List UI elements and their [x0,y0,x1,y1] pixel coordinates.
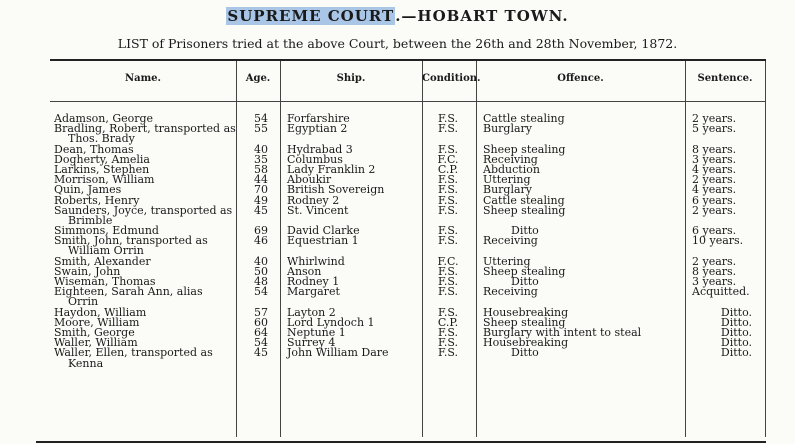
prisoner-ship: Rodney 1 [287,275,340,289]
prisoner-condition: F.S. [437,142,459,156]
prisoner-sentence: Ditto. [720,346,752,360]
prisoner-name-text: Simmons, Edmund [54,224,159,238]
prisoner-age: 54 [254,112,268,125]
prisoner-sentence: Ditto. [720,326,752,339]
prisoner-name [54,203,240,227]
prisoner-sentence: 2 years. [692,173,737,187]
prisoner-condition: F.S. [437,305,459,319]
prisoner-name-text: Swain, John [54,264,121,278]
prisoner-sentence: 8 years. [692,264,737,278]
table-row [50,236,766,256]
header-offence: Offence. [557,73,604,84]
header-sentence: Sentence. [697,73,753,84]
prisoner-offence: Receiving [483,152,538,166]
prisoner-sentence: 3 years. [692,275,737,289]
prisoner-condition: F.S. [437,285,459,299]
prisoner-ship: Egyptian 2 [287,122,348,136]
prisoner-sentence: Acquitted. [692,285,750,299]
prisoner-sentence: 2 years. [692,112,737,125]
prisoner-age: 69 [254,224,268,238]
prisoner-offence: Burglary with intent to steal [483,326,642,339]
prisoner-sentence: Ditto. [720,315,752,329]
prisoner-sentence: 6 years. [692,224,737,238]
title-highlighted: SUPREME COURT [227,7,395,25]
prisoner-age: 35 [254,152,268,166]
table-row [50,254,766,268]
prisoner-name-text: Smith, Alexander [54,254,151,268]
prisoner-ship: David Clarke [287,224,360,238]
page-subtitle: LIST of Prisoners tried at the above Court, between the 26th and 28th November, 1872. [117,36,678,51]
prisoner-ship: Lord Lyndoch 1 [287,315,375,329]
prisoner-name-text: Haydon, William [54,305,147,319]
table-row [50,124,766,144]
prisoners-table [50,59,766,437]
prisoner-name-text: Dean, Thomas [54,142,134,156]
prisoner-ship: Anson [287,264,322,278]
prisoner-name-text: Eighteen, Sarah Ann, alias [54,285,203,299]
prisoner-age: 40 [254,254,268,268]
prisoner-sentence: 2 years. [692,254,737,268]
prisoner-age: 54 [254,285,268,299]
prisoner-condition: F.S. [437,275,459,289]
prisoner-ship: Columbus [287,152,343,166]
prisoner-name-text: Moore, William [54,315,140,329]
prisoner-condition: F.S. [437,326,459,339]
table-row [50,264,766,278]
prisoner-ship: Layton 2 [287,305,336,319]
prisoner-condition: F.S. [437,122,459,136]
prisoner-sentence: Ditto. [720,336,752,350]
table-row [50,305,766,319]
prisoner-condition: C.P. [437,315,459,329]
table-row [50,328,766,338]
prisoner-condition: F.S. [437,173,459,187]
header-ship: Ship. [336,73,366,84]
prisoner-offence: Housebreaking [483,305,569,319]
prisoner-offence: Ditto [511,224,539,238]
header-age: Age. [245,73,271,84]
prisoner-name-text: Morrison, William [54,173,155,187]
prisoner-ship: Lady Franklin 2 [287,162,376,176]
prisoner-name-text: Larkins, Stephen [54,162,150,176]
prisoner-name-text: Quin, James [54,183,122,197]
prisoner-sentence: 8 years. [692,142,737,156]
prisoner-condition: F.C. [437,152,459,166]
prisoner-condition: F.S. [437,234,459,248]
prisoner-offence: Burglary [483,183,533,197]
prisoner-name-text: Saunders, Joyce, transported as [54,203,233,217]
prisoner-offence: Uttering [483,254,531,268]
prisoner-ship: Margaret [287,285,340,299]
table-row [50,315,766,329]
prisoner-name-continued: Brimble [68,213,113,227]
prisoner-age: 57 [254,305,268,319]
prisoner-ship: Surrey 4 [287,336,336,350]
prisoner-condition: F.S. [437,224,459,238]
prisoner-name-text: Smith, John, transported as [54,234,208,248]
prisoner-name-text: Wiseman, Thomas [54,275,156,289]
prisoner-age: 45 [254,203,268,217]
prisoner-offence: Uttering [483,173,531,187]
prisoner-ship: Equestrian 1 [287,234,359,248]
prisoner-age: 44 [254,173,268,187]
prisoner-ship: British Sovereign [287,183,385,197]
prisoner-age: 49 [254,193,268,207]
prisoner-ship: Hydrabad 3 [287,142,353,156]
prisoner-offence: Sheep stealing [483,315,566,329]
prisoner-age: 50 [254,264,268,278]
prisoner-sentence: 6 years. [692,193,737,207]
prisoner-name-text: Dogherty, Amelia [54,152,150,166]
prisoner-offence: Ditto [511,346,539,360]
prisoner-sentence: 3 years. [692,152,737,166]
page-title [0,7,795,25]
prisoner-offence: Abduction [483,162,540,176]
prisoner-age: 70 [254,183,268,197]
prisoner-name [54,287,240,307]
prisoner-condition: F.S. [437,203,459,217]
prisoner-age: 46 [254,234,268,248]
prisoner-offence: Cattle stealing [483,193,565,207]
prisoner-ship: John William Dare [287,346,389,360]
prisoner-sentence: 2 years. [692,203,737,217]
prisoner-name-text: Smith, George [54,326,135,339]
prisoner-sentence: Ditto. [720,305,752,319]
prisoner-name [54,236,240,256]
table-body [50,114,766,369]
prisoner-age: 45 [254,346,268,360]
prisoner-name-continued: Kenna [68,356,104,370]
header-name: Name. [124,73,162,84]
prisoner-name-continued: William Orrin [68,244,144,258]
prisoner-condition: F.S. [437,264,459,278]
prisoner-offence: Ditto [511,275,539,289]
prisoner-offence: Burglary [483,122,533,136]
prisoner-condition: F.C. [437,254,459,268]
prisoner-name-text: Adamson, George [54,112,154,125]
prisoner-age: 48 [254,275,268,289]
prisoner-ship: Aboukir [287,173,332,187]
prisoner-ship: Rodney 2 [287,193,340,207]
table-row [50,348,766,368]
title-rest: .—HOBART TOWN. [395,7,569,25]
prisoner-condition: F.S. [437,346,459,360]
prisoner-condition: F.S. [437,193,459,207]
prisoner-sentence: 4 years. [692,183,737,197]
prisoner-name-continued: Orrin [68,295,99,309]
prisoner-condition: F.S. [437,183,459,197]
prisoner-sentence: 5 years. [692,122,737,136]
prisoner-condition: F.S. [437,336,459,350]
prisoner-condition: C.P. [437,162,459,176]
prisoner-ship: Forfarshire [287,112,350,125]
prisoner-offence: Sheep stealing [483,203,566,217]
prisoner-name-text: Waller, William [54,336,138,350]
prisoner-name [54,348,240,368]
prisoner-offence: Receiving [483,234,538,248]
header-divider [50,101,766,102]
prisoner-age: 55 [254,122,268,136]
table-row [50,203,766,227]
prisoner-ship: St. Vincent [287,203,349,217]
table-row [50,287,766,307]
prisoner-name [54,124,240,144]
prisoner-offence: Sheep stealing [483,142,566,156]
prisoner-offence: Housebreaking [483,336,569,350]
prisoner-age: 58 [254,162,268,176]
bottom-rule [36,441,766,443]
prisoner-condition: F.S. [437,112,459,125]
prisoner-age: 54 [254,336,268,350]
prisoner-age: 60 [254,315,268,329]
prisoner-sentence: 10 years. [692,234,744,248]
table-row [50,175,766,185]
header-condition: Condition. [422,73,481,84]
prisoner-ship: Neptune 1 [287,326,346,339]
prisoner-name-text: Waller, Ellen, transported as [54,346,213,360]
prisoner-offence: Cattle stealing [483,112,565,125]
prisoner-offence: Receiving [483,285,538,299]
prisoner-offence: Sheep stealing [483,264,566,278]
prisoner-name-text: Roberts, Henry [54,193,140,207]
prisoner-ship: Whirlwind [287,254,345,268]
table-row [50,152,766,166]
prisoner-name-text: Bradling, Robert, transported as [54,122,236,136]
table-row [50,142,766,156]
table-row [50,185,766,195]
prisoner-age: 40 [254,142,268,156]
prisoner-sentence: 4 years. [692,162,737,176]
table-row [50,162,766,176]
prisoner-age: 64 [254,326,268,339]
prisoner-name-continued: Thos. Brady [68,132,135,146]
